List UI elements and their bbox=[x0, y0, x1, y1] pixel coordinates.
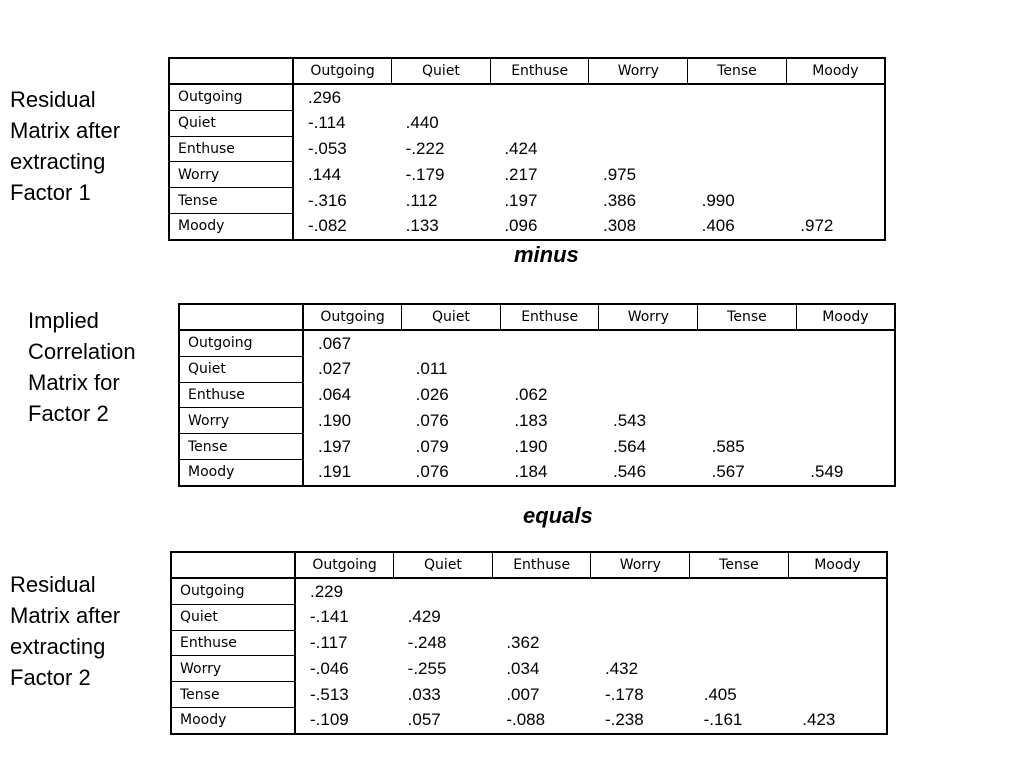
value-cell: .585 bbox=[711, 436, 745, 456]
value-cell bbox=[591, 604, 690, 630]
label-line: Factor 2 bbox=[10, 665, 91, 690]
value-cell bbox=[788, 578, 887, 604]
value-cell: .184 bbox=[500, 459, 599, 485]
value-cell: -.117 bbox=[310, 632, 348, 652]
value-cell: .034 bbox=[506, 658, 540, 678]
value-cell bbox=[490, 84, 589, 110]
column-header: Worry bbox=[589, 58, 688, 84]
value-cell: .296 bbox=[308, 87, 342, 107]
row-label: Quiet bbox=[169, 110, 293, 136]
row-label: Worry bbox=[171, 656, 295, 682]
value-cell: .033 bbox=[407, 684, 441, 704]
value-cell: .007 bbox=[506, 684, 540, 704]
row-label: Enthuse bbox=[171, 630, 295, 656]
value-cell: .191 bbox=[303, 459, 402, 485]
table-row bbox=[169, 213, 885, 239]
equals-connector: equals bbox=[523, 503, 593, 528]
value-cell: -.513 bbox=[310, 684, 349, 704]
value-cell bbox=[690, 630, 789, 656]
value-cell bbox=[796, 408, 895, 434]
value-cell: -.088 bbox=[492, 707, 591, 733]
row-label: Tense bbox=[171, 682, 295, 708]
value-cell: -.179 bbox=[405, 164, 445, 184]
value-cell bbox=[788, 682, 887, 708]
value-cell bbox=[492, 578, 591, 604]
column-header: Outgoing bbox=[293, 58, 392, 84]
row-label: Enthuse bbox=[169, 136, 293, 162]
value-cell: -.053 bbox=[308, 138, 347, 158]
value-cell bbox=[690, 604, 789, 630]
table-row bbox=[171, 656, 887, 682]
value-cell bbox=[589, 84, 688, 110]
value-cell bbox=[599, 330, 698, 356]
row-label: Outgoing bbox=[171, 578, 295, 604]
table-row bbox=[171, 604, 887, 630]
label-line: Residual bbox=[10, 572, 96, 597]
value-cell: .975 bbox=[602, 164, 637, 184]
value-cell: .567 bbox=[698, 459, 797, 485]
table-row bbox=[171, 578, 887, 604]
value-cell bbox=[589, 136, 688, 162]
value-cell bbox=[490, 110, 589, 136]
table-row bbox=[169, 84, 885, 110]
column-header: Tense bbox=[698, 304, 797, 330]
residual-factor2-label bbox=[10, 569, 120, 693]
value-cell bbox=[788, 604, 887, 630]
label-line: Matrix after bbox=[10, 118, 121, 143]
value-cell: .112 bbox=[405, 190, 438, 210]
value-cell: .546 bbox=[599, 459, 698, 485]
value-cell: -.082 bbox=[293, 213, 392, 239]
header-row bbox=[171, 552, 887, 578]
value-cell bbox=[392, 84, 491, 110]
value-cell bbox=[688, 110, 787, 136]
value-cell: -.238 bbox=[591, 707, 690, 733]
column-header: Enthuse bbox=[500, 304, 599, 330]
value-cell bbox=[394, 578, 493, 604]
table-row bbox=[169, 188, 885, 214]
value-cell: .064 bbox=[318, 384, 352, 404]
value-cell: -.141 bbox=[310, 607, 349, 627]
table-row bbox=[179, 408, 895, 434]
value-cell bbox=[500, 356, 599, 382]
corner-cell bbox=[179, 304, 303, 330]
table-row bbox=[169, 110, 885, 136]
value-cell: .076 bbox=[402, 459, 501, 485]
value-cell: .424 bbox=[504, 138, 538, 158]
column-header: Tense bbox=[688, 58, 787, 84]
value-cell bbox=[690, 578, 789, 604]
value-cell: -.178 bbox=[604, 684, 644, 704]
corner-cell bbox=[171, 552, 295, 578]
value-cell bbox=[786, 110, 885, 136]
value-cell bbox=[589, 110, 688, 136]
value-cell bbox=[599, 356, 698, 382]
value-cell: .549 bbox=[796, 459, 895, 485]
residual-factor1-table bbox=[168, 57, 886, 241]
value-cell: -.109 bbox=[295, 707, 394, 733]
label-line: extracting bbox=[10, 149, 106, 174]
row-label: Moody bbox=[169, 213, 293, 239]
value-cell: -.316 bbox=[308, 190, 347, 210]
value-cell: .229 bbox=[310, 581, 344, 601]
value-cell: -.222 bbox=[405, 138, 445, 158]
column-header: Quiet bbox=[392, 58, 491, 84]
value-cell bbox=[688, 162, 787, 188]
value-cell: .067 bbox=[318, 333, 352, 353]
value-cell bbox=[788, 630, 887, 656]
value-cell: .183 bbox=[514, 410, 548, 430]
table-row bbox=[171, 707, 887, 733]
value-cell bbox=[500, 330, 599, 356]
value-cell: .144 bbox=[308, 164, 342, 184]
header-row bbox=[169, 58, 885, 84]
value-cell bbox=[698, 382, 797, 408]
column-header: Enthuse bbox=[492, 552, 591, 578]
value-cell: .011 bbox=[415, 359, 448, 379]
value-cell: .972 bbox=[786, 213, 885, 239]
implied-correlation-label bbox=[28, 305, 136, 429]
label-line: Correlation bbox=[28, 339, 136, 364]
value-cell: .027 bbox=[318, 359, 352, 379]
value-cell bbox=[698, 408, 797, 434]
column-header: Quiet bbox=[394, 552, 493, 578]
corner-cell bbox=[169, 58, 293, 84]
value-cell: .440 bbox=[405, 113, 439, 133]
value-cell: .079 bbox=[415, 436, 449, 456]
value-cell bbox=[796, 382, 895, 408]
value-cell: .076 bbox=[415, 410, 449, 430]
table-row bbox=[179, 382, 895, 408]
implied-correlation-table bbox=[178, 303, 896, 487]
value-cell bbox=[591, 578, 690, 604]
residual-factor2-table bbox=[170, 551, 888, 735]
value-cell: -.255 bbox=[407, 658, 447, 678]
table-row bbox=[179, 459, 895, 485]
row-label: Outgoing bbox=[169, 84, 293, 110]
column-header: Quiet bbox=[402, 304, 501, 330]
column-header: Moody bbox=[786, 58, 885, 84]
value-cell bbox=[402, 330, 501, 356]
value-cell: .197 bbox=[318, 436, 352, 456]
value-cell bbox=[796, 356, 895, 382]
value-cell: .190 bbox=[318, 410, 352, 430]
row-label: Quiet bbox=[179, 356, 303, 382]
value-cell: .308 bbox=[589, 213, 688, 239]
table-row bbox=[169, 162, 885, 188]
table-row bbox=[179, 434, 895, 460]
value-cell: .406 bbox=[688, 213, 787, 239]
table-row bbox=[179, 356, 895, 382]
value-cell: -.248 bbox=[407, 632, 447, 652]
value-cell bbox=[786, 84, 885, 110]
column-header: Outgoing bbox=[303, 304, 402, 330]
row-label: Outgoing bbox=[179, 330, 303, 356]
value-cell: .096 bbox=[490, 213, 589, 239]
value-cell bbox=[796, 434, 895, 460]
value-cell: .543 bbox=[612, 410, 647, 430]
value-cell: .362 bbox=[506, 632, 540, 652]
value-cell: .386 bbox=[602, 190, 637, 210]
row-label: Enthuse bbox=[179, 382, 303, 408]
label-line: Factor 1 bbox=[10, 180, 91, 205]
value-cell bbox=[698, 356, 797, 382]
value-cell bbox=[599, 382, 698, 408]
row-label: Worry bbox=[169, 162, 293, 188]
value-cell: .026 bbox=[415, 384, 449, 404]
value-cell bbox=[786, 188, 885, 214]
value-cell: .405 bbox=[703, 684, 737, 704]
value-cell bbox=[591, 630, 690, 656]
value-cell: -.114 bbox=[308, 113, 346, 133]
table-row bbox=[169, 136, 885, 162]
value-cell bbox=[698, 330, 797, 356]
column-header: Moody bbox=[788, 552, 887, 578]
label-line: Matrix for bbox=[28, 370, 120, 395]
value-cell: .133 bbox=[392, 213, 491, 239]
label-line: Implied bbox=[28, 308, 99, 333]
value-cell bbox=[690, 656, 789, 682]
value-cell: .429 bbox=[407, 607, 441, 627]
residual-factor1-label bbox=[10, 84, 120, 208]
label-line: extracting bbox=[10, 634, 106, 659]
value-cell: .990 bbox=[701, 190, 735, 210]
label-line: Factor 2 bbox=[28, 401, 109, 426]
row-label: Moody bbox=[179, 459, 303, 485]
label-line: Residual bbox=[10, 87, 96, 112]
value-cell: .423 bbox=[788, 707, 887, 733]
value-cell bbox=[492, 604, 591, 630]
column-header: Moody bbox=[796, 304, 895, 330]
table-row bbox=[171, 630, 887, 656]
row-label: Tense bbox=[169, 188, 293, 214]
column-header: Worry bbox=[591, 552, 690, 578]
value-cell: .197 bbox=[504, 190, 538, 210]
column-header: Tense bbox=[690, 552, 789, 578]
value-cell bbox=[688, 84, 787, 110]
column-header: Outgoing bbox=[295, 552, 394, 578]
row-label: Moody bbox=[171, 707, 295, 733]
value-cell: .062 bbox=[514, 384, 548, 404]
table-row bbox=[171, 682, 887, 708]
value-cell: -.046 bbox=[310, 658, 349, 678]
value-cell: -.161 bbox=[690, 707, 789, 733]
row-label: Tense bbox=[179, 434, 303, 460]
value-cell bbox=[786, 162, 885, 188]
label-line: Matrix after bbox=[10, 603, 121, 628]
table-row bbox=[179, 330, 895, 356]
header-row bbox=[179, 304, 895, 330]
value-cell bbox=[788, 656, 887, 682]
value-cell: .432 bbox=[604, 658, 639, 678]
value-cell: .057 bbox=[394, 707, 493, 733]
value-cell bbox=[688, 136, 787, 162]
value-cell bbox=[786, 136, 885, 162]
row-label: Quiet bbox=[171, 604, 295, 630]
value-cell: .564 bbox=[612, 436, 647, 456]
minus-connector: minus bbox=[514, 242, 579, 267]
column-header: Enthuse bbox=[490, 58, 589, 84]
value-cell: .217 bbox=[504, 164, 538, 184]
column-header: Worry bbox=[599, 304, 698, 330]
value-cell bbox=[796, 330, 895, 356]
value-cell: .190 bbox=[514, 436, 548, 456]
row-label: Worry bbox=[179, 408, 303, 434]
